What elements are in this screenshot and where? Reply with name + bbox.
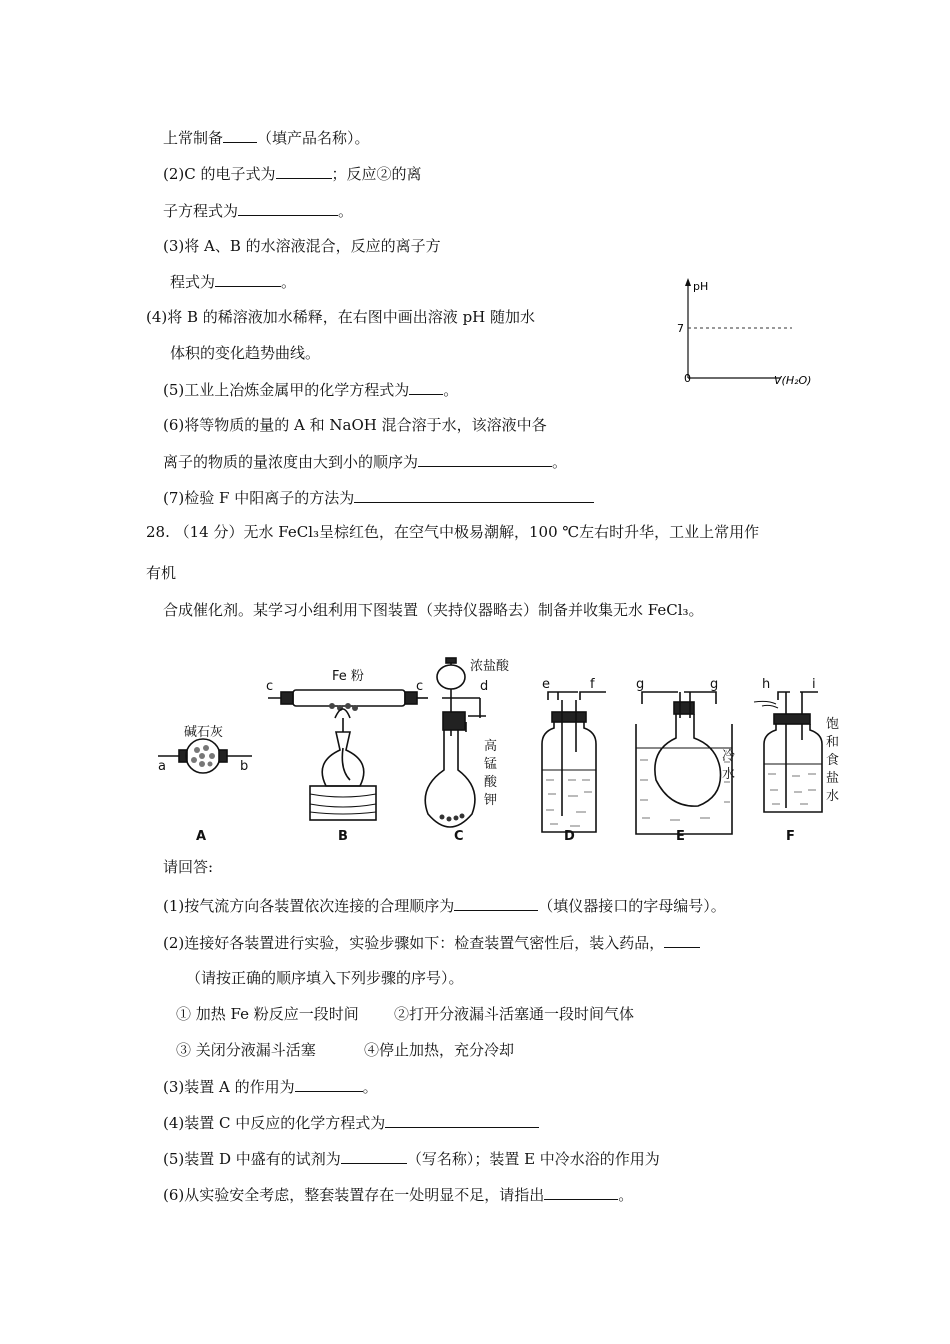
answer-blank[interactable] [341, 1148, 407, 1164]
x-axis-label: V(H₂O) [774, 374, 812, 387]
label-f-reagent-2: 和 [826, 735, 840, 750]
ph-graph[interactable] [660, 278, 830, 393]
label-c-side-1: 高 [484, 739, 498, 754]
label-f-reagent-1: 饱 [826, 717, 840, 732]
q27-part2b: 子方程式为 。 [163, 202, 354, 220]
q28-step-1: ① 加热 Fe 粉反应一段时间 [176, 1005, 359, 1023]
answer-blank[interactable] [664, 932, 700, 948]
y-axis-arrow [685, 278, 691, 286]
answer-blank[interactable] [295, 1076, 363, 1092]
caption-d: D [564, 829, 575, 844]
q27-part2a: (2)C 的电子式为 ；反应②的离 [163, 165, 422, 183]
label-port-f: f [590, 677, 595, 692]
label-e-note-1: 冷 [722, 749, 736, 764]
origin-label: 0 [684, 372, 691, 385]
q27-part7: (7)检验 F 中阳离子的方法为 [163, 487, 594, 508]
q27-part6a: (6)将等物质的量的 A 和 NaOH 混合溶于水，该溶液中各 [163, 416, 547, 434]
q28-part2b: （请按正确的顺序填入下列步骤的序号）。 [186, 969, 464, 987]
q27-part4a: (4)将 B 的稀溶液加水稀释，在右图中画出溶液 pH 随加水 [146, 308, 536, 326]
apparatus-d [542, 692, 606, 832]
answer-blank[interactable] [354, 487, 594, 503]
label-c-reagent-top: 浓盐酸 [470, 659, 510, 674]
apparatus-e [636, 692, 732, 834]
label-f-reagent-3: 食 [826, 753, 840, 768]
label-c-side-3: 酸 [484, 775, 498, 790]
answer-blank[interactable] [276, 163, 332, 179]
q27-part5: (5)工业上冶炼金属甲的化学方程式为 。 [163, 381, 459, 399]
apparatus-f [754, 692, 822, 812]
q27-part4b: 体积的变化趋势曲线。 [170, 344, 321, 362]
answer-blank[interactable] [215, 271, 281, 287]
q28-part4: (4)装置 C 中反应的化学方程式为 [163, 1112, 539, 1133]
answer-blank[interactable] [454, 895, 538, 911]
answer-blank[interactable] [223, 127, 257, 143]
q27-part3b: 程式为 。 [170, 273, 297, 291]
q28-ask: 请回答: [163, 858, 214, 876]
answer-blank[interactable] [238, 200, 338, 216]
apparatus-a [158, 739, 252, 773]
q28-part3: (3)装置 A 的作用为 。 [163, 1078, 378, 1096]
answer-blank[interactable] [544, 1184, 618, 1200]
label-a-reagent: 碱石灰 [184, 725, 224, 740]
label-port-d: d [480, 679, 489, 694]
label-port-a: a [158, 759, 166, 774]
apparatus-b [268, 690, 428, 820]
label-f-reagent-5: 水 [826, 789, 840, 804]
q27-line0: 上常制备 （填产品名称）。 [163, 129, 370, 147]
q28-intro-line2: 有机 [146, 564, 177, 582]
q28-step-3: ③ 关闭分液漏斗活塞 [176, 1041, 316, 1059]
ph7-label: 7 [677, 322, 684, 335]
label-port-i: i [812, 677, 816, 692]
q28-intro-line1: 28. （14 分）无水 FeCl₃呈棕红色，在空气中极易潮解，100 ℃左右时升华，工业上常用作 [146, 523, 760, 541]
label-f-reagent-4: 盐 [826, 771, 840, 786]
caption-c: C [454, 829, 464, 844]
q28-part2a: (2)连接好各装置进行实验，实验步骤如下：检查装置气密性后，装入药品， [163, 932, 700, 953]
apparatus-c [425, 658, 489, 827]
answer-blank[interactable] [418, 451, 552, 467]
q28-step-4: ④停止加热，充分冷却 [364, 1041, 515, 1059]
q28-part5: (5)装置 D 中盛有的试剂为 （写名称）；装置 E 中冷水浴的作用为 [163, 1150, 660, 1168]
answer-blank[interactable] [409, 379, 443, 395]
label-c-side-4: 钾 [484, 793, 498, 808]
label-port-c-right: c [416, 679, 424, 694]
label-b-reagent: Fe 粉 [332, 669, 364, 684]
q28-part6: (6)从实验安全考虑，整套装置存在一处明显不足，请指出 。 [163, 1186, 634, 1204]
q28-intro-line3: 合成催化剂。某学习小组利用下图装置（夹持仪器略去）制备并收集无水 FeCl₃。 [163, 601, 704, 619]
caption-a: A [196, 829, 207, 844]
label-port-c-left: c [266, 679, 274, 694]
caption-b: B [338, 829, 348, 844]
answer-blank[interactable] [385, 1112, 539, 1128]
label-c-side-2: 锰 [484, 757, 498, 772]
label-e-note-2: 水 [722, 767, 736, 782]
q27-part3a: (3)将 A、B 的水溶液混合，反应的离子方 [163, 237, 441, 255]
label-port-g-right: g [710, 677, 719, 692]
label-port-e: e [542, 677, 550, 692]
apparatus-diagram [150, 640, 850, 845]
caption-e: E [676, 829, 685, 844]
caption-f: F [786, 829, 795, 844]
q27-part6b: 离子的物质的量浓度由大到小的顺序为 。 [163, 453, 568, 471]
y-axis-label: pH [693, 280, 709, 293]
q28-part1: (1)按气流方向各装置依次连接的合理顺序为 （填仪器接口的字母编号）。 [163, 897, 726, 915]
label-port-b: b [240, 759, 249, 774]
label-port-h: h [762, 677, 771, 692]
q28-step-2: ②打开分液漏斗活塞通一段时间气体 [394, 1005, 635, 1023]
label-port-g-left: g [636, 677, 645, 692]
